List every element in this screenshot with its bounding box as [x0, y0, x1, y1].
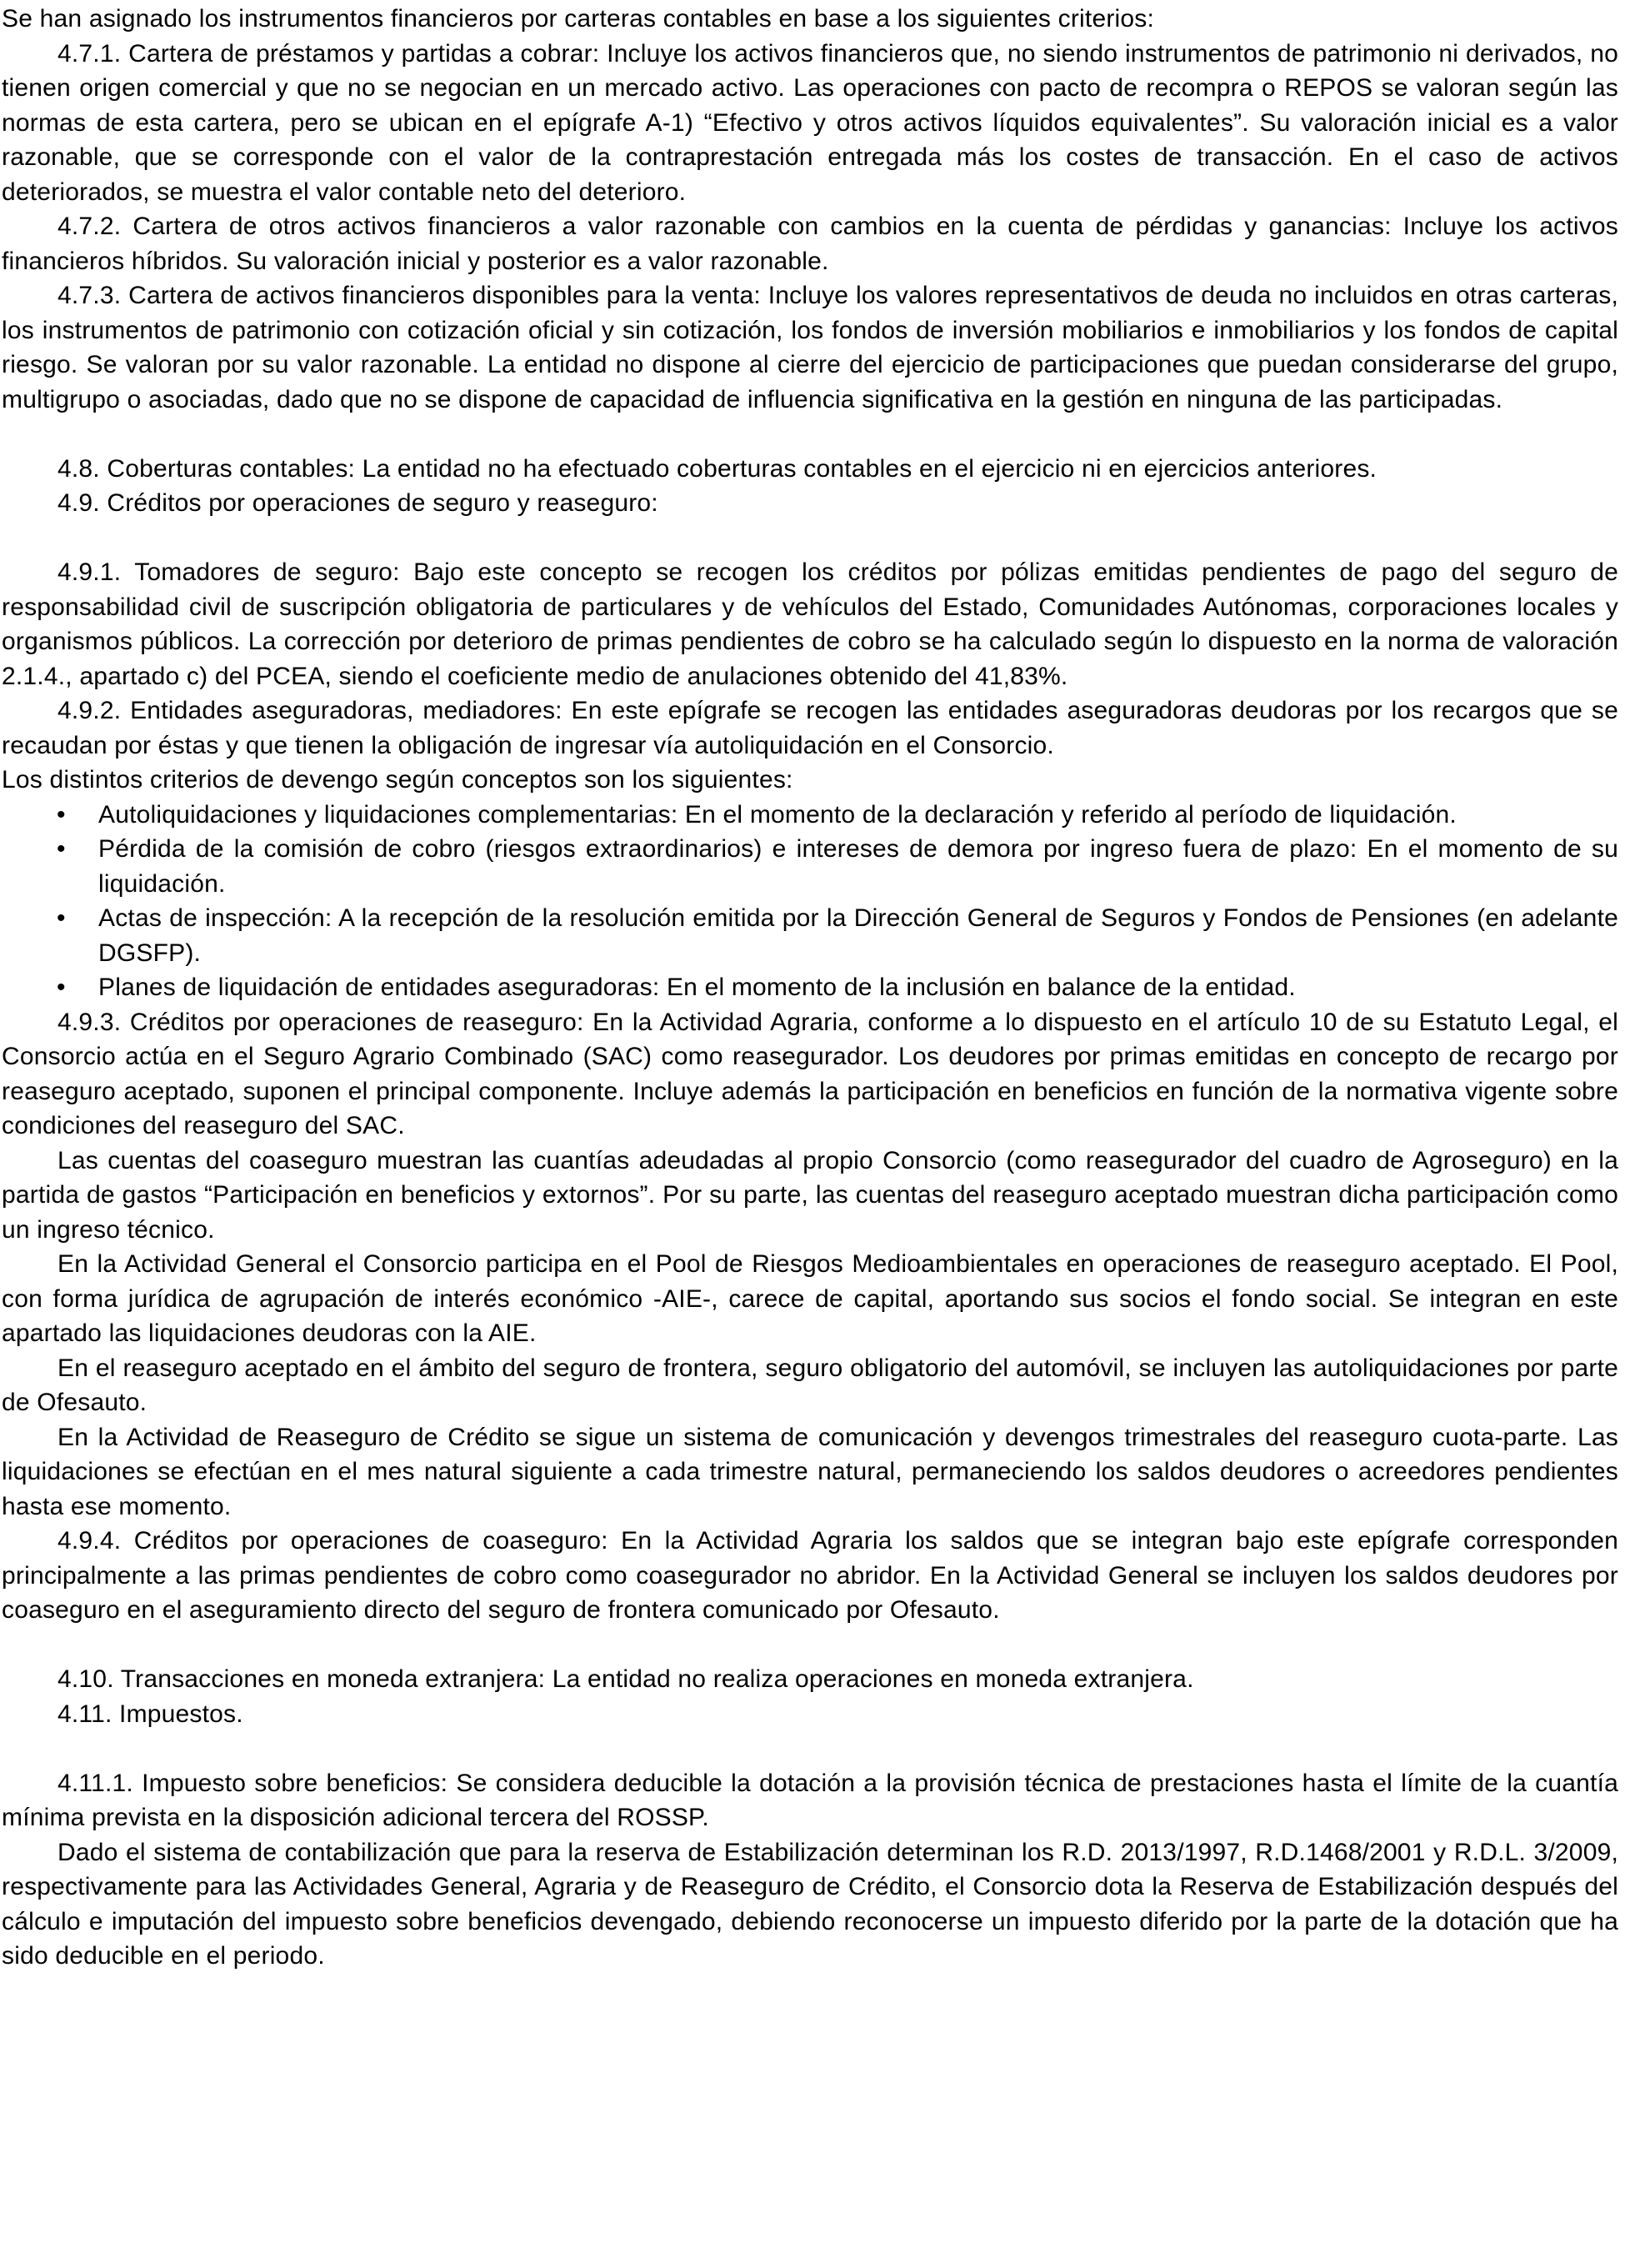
spacer	[2, 521, 1618, 556]
heading-4-11: 4.11. Impuestos.	[58, 1700, 243, 1728]
paragraph-4-9-4: 4.9.4. Créditos por operaciones de coaseguro: En la Actividad Agraria los saldos que se integran bajo este epígrafe corresponden principalmente a las primas pendientes de cobro como coasegurador no abridor. En la Actividad General se incluyen los saldos deudores por coaseguro en el aseguramiento directo del seguro de frontera comunicado por Ofesauto.	[2, 1527, 1618, 1624]
list-item	[2, 798, 1618, 833]
paragraph-frontera: En el reaseguro aceptado en el ámbito del seguro de frontera, seguro obligatorio del automóvil, se incluyen las autoliquidaciones por parte de Ofesauto.	[2, 1354, 1618, 1416]
paragraph-4-9-1: 4.9.1. Tomadores de seguro: Bajo este concepto se recogen los créditos por pólizas emitidas pendientes de pago del seguro de responsabilidad civil de suscripción obligatoria de particulares y de vehículos del Estado, Comunidades Autónomas, corporaciones locales y organismos públicos. La corrección por deterioro de primas pendientes de cobro se ha calculado según lo dispuesto en la norma de valoración 2.1.4., apartado c) del PCEA, siendo el coeficiente medio de anulaciones obtenido del 41,83%.	[2, 558, 1618, 690]
spacer	[2, 1731, 1618, 1766]
paragraph-4-7-1: 4.7.1. Cartera de préstamos y partidas a cobrar: Incluye los activos financieros que, no siendo instrumentos de patrimonio ni derivados, no tienen origen comercial y que no se negocian en un mercado activo. Las operaciones con pacto de recompra o REPOS se valoran según las normas de esta cartera, pero se ubican en el epígrafe A-1) “Efectivo y otros activos líquidos equivalentes”. Su valoración inicial es a valor razonable, que se corresponde con el valor de la contraprestación entregada más los costes de transacción. En el caso de activos deteriorados, se muestra el valor contable neto del deterioro.	[2, 39, 1618, 206]
heading-4-9: 4.9. Créditos por operaciones de seguro y reaseguro:	[58, 489, 658, 517]
bullet-icon: •	[57, 904, 66, 932]
spacer	[2, 1628, 1618, 1663]
bullet-icon: •	[57, 974, 66, 1001]
bullet-icon: •	[57, 835, 66, 863]
list-item	[2, 901, 1618, 970]
criterios-list	[2, 798, 1618, 1005]
list-item-text: Planes de liquidación de entidades aseguradoras: En el momento de la inclusión en balance de la entidad.	[98, 974, 1296, 1001]
paragraph-actividad-general: En la Actividad General el Consorcio participa en el Pool de Riesgos Medioambientales en operaciones de reaseguro aceptado. El Pool, con forma jurídica de agrupación de interés económico -AIE-, carece de capital, aportando sus socios el fondo social. Se integran en este apartado las liquidaciones deudoras con la AIE.	[2, 1250, 1618, 1347]
paragraph-coaseguro-cuentas: Las cuentas del coaseguro muestran las cuantías adeudadas al propio Consorcio (como reasegurador del cuadro de Agroseguro) en la partida de gastos “Participación en beneficios y extornos”. Por su parte, las cuentas del reaseguro aceptado muestran dicha participación como un ingreso técnico.	[2, 1146, 1618, 1244]
paragraph-estabilizacion: Dado el sistema de contabilización que para la reserva de Estabilización determinan los R.D. 2013/1997, R.D.1468/2001 y R.D.L. 3/2009, respectivamente para las Actividades General, Agraria y de Reaseguro de Crédito, el Consorcio dota la Reserva de Estabilización después del cálculo e imputación del impuesto sobre beneficios devengado, debiendo reconocerse un impuesto diferido por la parte de la dotación que ha sido deducible en el periodo.	[2, 1838, 1618, 1970]
list-item-text: Pérdida de la comisión de cobro (riesgos extraordinarios) e intereses de demora por ingreso fuera de plazo: En el momento de su liquidación.	[98, 835, 1618, 898]
criterios-intro: Los distintos criterios de devengo según conceptos son los siguientes:	[2, 766, 793, 794]
list-item-text: Actas de inspección: A la recepción de la resolución emitida por la Dirección General de Seguros y Fondos de Pensiones (en adelante DGSFP).	[98, 904, 1618, 967]
paragraph-4-9-3: 4.9.3. Créditos por operaciones de reaseguro: En la Actividad Agraria, conforme a lo dispuesto en el artículo 10 de su Estatuto Legal, el Consorcio actúa en el Seguro Agrario Combinado (SAC) como reasegurador. Los deudores por primas emitidas en concepto de recargo por reaseguro aceptado, suponen el principal componente. Incluye además la participación en beneficios en función de la normativa vigente sobre condiciones del reaseguro del SAC.	[2, 1008, 1618, 1139]
list-item	[2, 970, 1618, 1005]
bullet-icon: •	[57, 800, 66, 829]
list-item	[2, 832, 1618, 901]
paragraph-4-10: 4.10. Transacciones en moneda extranjera: La entidad no realiza operaciones en moneda extranjera.	[58, 1665, 1194, 1693]
paragraph-reaseguro-credito: En la Actividad de Reaseguro de Crédito se sigue un sistema de comunicación y devengos trimestrales del reaseguro cuota-parte. Las liquidaciones se efectúan en el mes natural siguiente a cada trimestre natural, permaneciendo los saldos deudores o acreedores pendientes hasta ese momento.	[2, 1423, 1618, 1520]
spacer	[2, 417, 1618, 452]
list-item-text: Autoliquidaciones y liquidaciones complementarias: En el momento de la declaración y referido al período de liquidación.	[98, 800, 1457, 829]
paragraph-4-7-3: 4.7.3. Cartera de activos financieros disponibles para la venta: Incluye los valores representativos de deuda no incluidos en otras carteras, los instrumentos de patrimonio con cotización oficial y sin cotización, los fondos de inversión mobiliarios e inmobiliarios y los fondos de capital riesgo. Se valoran por su valor razonable. La entidad no dispone al cierre del ejercicio de participaciones que puedan considerarse del grupo, multigrupo o asociadas, dado que no se dispone de capacidad de influencia significativa en la gestión en ninguna de las participadas.	[2, 282, 1618, 413]
paragraph-4-8: 4.8. Coberturas contables: La entidad no ha efectuado coberturas contables en el ejercicio ni en ejercicios anteriores.	[58, 454, 1378, 483]
intro-paragraph: Se han asignado los instrumentos financieros por carteras contables en base a los siguientes criterios:	[2, 5, 1155, 33]
paragraph-4-7-2: 4.7.2. Cartera de otros activos financieros a valor razonable con cambios en la cuenta de pérdidas y ganancias: Incluye los activos financieros híbridos. Su valoración inicial y posterior es a valor razonable.	[2, 213, 1618, 275]
paragraph-4-9-2: 4.9.2. Entidades aseguradoras, mediadores: En este epígrafe se recogen las entidades aseguradoras deudoras por los recargos que se recaudan por éstas y que tienen la obligación de ingresar vía autoliquidación en el Consorcio.	[2, 697, 1618, 759]
paragraph-4-11-1: 4.11.1. Impuesto sobre beneficios: Se considera deducible la dotación a la provisión técnica de prestaciones hasta el límite de la cuantía mínima prevista en la disposición adicional tercera del ROSSP.	[2, 1769, 1618, 1831]
